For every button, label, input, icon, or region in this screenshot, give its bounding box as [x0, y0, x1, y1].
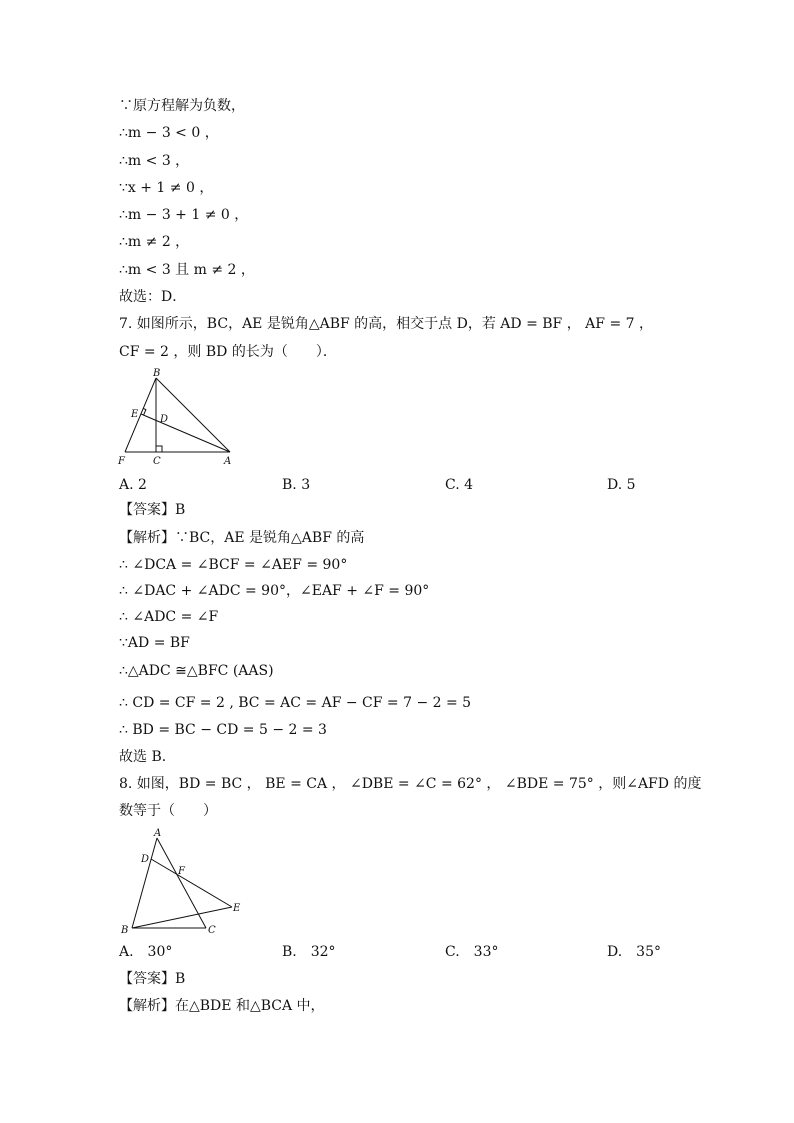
- q7-option-b: B. 3: [282, 477, 311, 493]
- q7-analysis-line: ∵AD = BF: [119, 635, 190, 651]
- q8-option-d: D. 35°: [607, 944, 661, 960]
- question-7-stem: 7. 如图所示，BC，AE 是锐角△ABF 的高，相交于点 D，若 AD = BF ， AF = 7 ，: [119, 316, 653, 332]
- q7-analysis-line: ∴△ADC ≅△BFC (AAS): [119, 663, 274, 679]
- label-b: B: [121, 925, 129, 936]
- label-e: E: [233, 903, 241, 914]
- text-line: ∴m < 3 ，: [119, 153, 190, 169]
- segment-be: [132, 907, 232, 928]
- q7-analysis-line: 故选 B．: [119, 749, 176, 765]
- text-line: ∴m ≠ 2 ，: [119, 234, 190, 250]
- label-c: C: [208, 925, 216, 936]
- right-angle-e: [143, 409, 146, 416]
- label-a: A: [154, 828, 162, 839]
- label-c: C: [153, 456, 161, 467]
- label-e: E: [131, 409, 139, 420]
- q8-analysis-start: 【解析】在△BDE 和△BCA 中，: [119, 998, 325, 1014]
- text-line: ∵x + 1 ≠ 0 ，: [119, 180, 214, 196]
- label-d: D: [160, 414, 169, 425]
- q7-analysis-line: ∴ ∠DCA = ∠BCF = ∠AEF = 90°: [119, 557, 348, 573]
- q7-analysis-line: 【解析】∵BC，AE 是锐角△ABF 的高: [119, 530, 365, 546]
- segment-ea: [141, 414, 230, 452]
- q7-analysis-line: ∴ ∠DAC + ∠ADC = 90°，∠EAF + ∠F = 90°: [119, 583, 430, 599]
- q8-option-a: A. 30°: [119, 944, 173, 960]
- q8-triangle-figure: [112, 824, 252, 940]
- label-d: D: [141, 854, 150, 865]
- q7-analysis-line: ∴ CD = CF = 2 , BC = AC = AF − CF = 7 − 2 = 5: [119, 695, 472, 711]
- q7-analysis-line: ∴ BD = BC − CD = 5 − 2 = 3: [119, 722, 327, 738]
- q8-option-b: B. 32°: [282, 944, 336, 960]
- segment-ab: [132, 838, 157, 928]
- q7-triangle-figure: [112, 366, 242, 470]
- right-angle-c: [156, 446, 162, 452]
- label-f: F: [118, 456, 125, 467]
- label-f: F: [178, 866, 185, 877]
- q8-answer: 【答案】B: [119, 971, 186, 987]
- q7-option-a: A. 2: [119, 477, 147, 493]
- question-7-stem-cont: CF = 2 ，则 BD 的长为（ ）．: [119, 344, 337, 360]
- label-a: A: [224, 456, 232, 467]
- q7-analysis-line: ∴ ∠ADC = ∠F: [119, 609, 219, 625]
- text-line: ∵原方程解为负数，: [119, 98, 245, 114]
- q8-option-c: C. 33°: [445, 944, 499, 960]
- segment-de: [151, 859, 232, 907]
- q7-option-c: C. 4: [445, 477, 474, 493]
- text-line: 故选：D．: [119, 289, 187, 305]
- q7-option-d: D. 5: [607, 477, 636, 493]
- question-8-stem-cont: 数等于（ ）: [119, 803, 217, 819]
- text-line: ∴m < 3 且 m ≠ 2 ，: [119, 262, 255, 278]
- label-b: B: [153, 368, 161, 379]
- text-line: ∴m − 3 + 1 ≠ 0 ，: [119, 207, 249, 223]
- q7-answer: 【答案】B: [119, 502, 186, 518]
- question-8-stem: 8. 如图，BD = BC ， BE = CA ， ∠DBE = ∠C = 62° ， ∠BDE = 75° ，则∠AFD 的度: [119, 776, 702, 792]
- text-line: ∴m − 3 < 0 ，: [119, 125, 219, 141]
- segment-bf: [125, 378, 156, 452]
